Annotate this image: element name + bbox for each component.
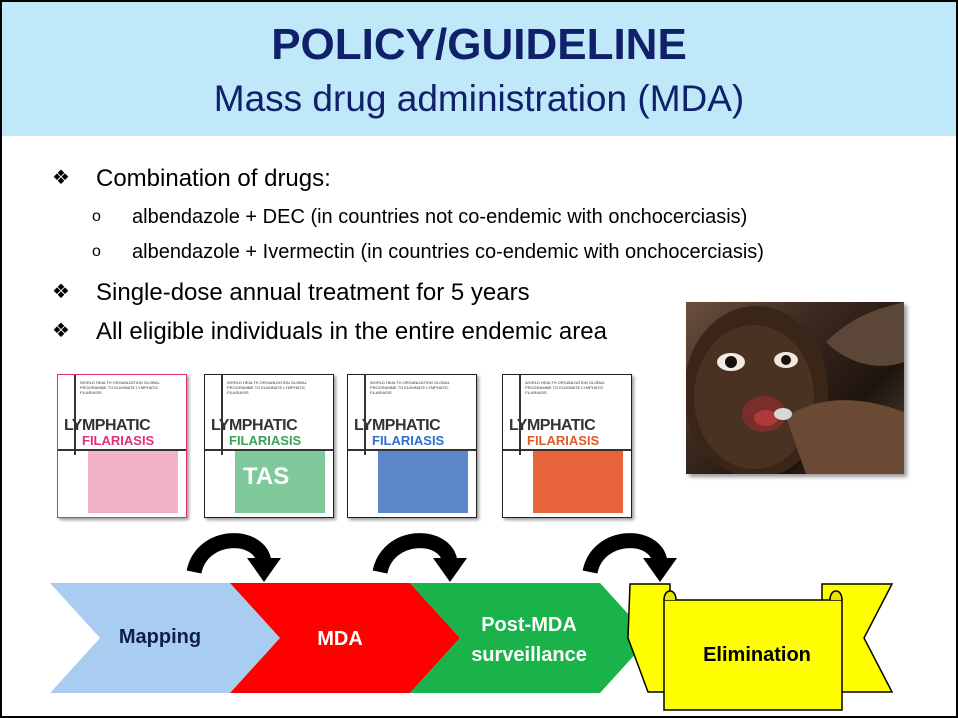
- book-divider: [74, 375, 76, 455]
- step-label-elimination: Elimination: [703, 644, 811, 666]
- curved-arrow-icon: [590, 541, 660, 572]
- book-divider: [503, 449, 631, 451]
- guideline-book-mda: [57, 374, 187, 518]
- book-title: LYMPHATIC: [354, 417, 441, 434]
- circle-bullet-icon: o: [92, 208, 101, 225]
- book-subtitle: FILARIASIS: [229, 433, 302, 448]
- diamond-bullet-icon: ❖: [52, 167, 70, 189]
- book-subtitle: FILARIASIS: [82, 433, 155, 448]
- book-title: LYMPHATIC: [211, 417, 298, 434]
- guideline-book-morbidity: [502, 374, 632, 518]
- header-band: [2, 2, 956, 136]
- curved-arrow-icon: [194, 541, 264, 572]
- bullet-text: Single-dose annual treatment for 5 years: [96, 279, 530, 306]
- book-subtitle: FILARIASIS: [372, 433, 445, 448]
- book-divider: [205, 449, 333, 451]
- step-label-mapping: Mapping: [118, 626, 202, 648]
- book-title: LYMPHATIC: [64, 417, 151, 434]
- book-subtitle: FILARIASIS: [527, 433, 600, 448]
- arrowhead-icon: [433, 558, 467, 582]
- book-badge: TAS: [243, 463, 290, 490]
- book-divider: [364, 375, 366, 455]
- arrowhead-icon: [247, 558, 281, 582]
- curved-arrow-icon: [380, 541, 450, 572]
- guideline-book-surveillance: [347, 374, 477, 518]
- book-divider: [519, 375, 521, 455]
- book-cover-panel: [88, 449, 178, 513]
- step-label-line: surveillance: [471, 644, 587, 666]
- page-subtitle: Mass drug administration (MDA): [213, 78, 745, 119]
- book-publisher-text: WORLD HEALTH ORGANIZATION GLOBAL PROGRAMME TO ELIMINATE LYMPHATIC FILARIASIS: [80, 380, 160, 395]
- diamond-bullet-icon: ❖: [52, 281, 70, 303]
- book-publisher-text: WORLD HEALTH ORGANIZATION GLOBAL PROGRAMME TO ELIMINATE LYMPHATIC FILARIASIS: [525, 380, 605, 395]
- sub-bullet-text: albendazole + DEC (in countries not co-endemic with onchocerciasis): [132, 206, 748, 228]
- book-title: LYMPHATIC: [509, 417, 596, 434]
- book-cover-panel: [378, 449, 468, 513]
- diamond-bullet-icon: ❖: [52, 320, 70, 342]
- bullet-text: All eligible individuals in the entire endemic area: [96, 318, 607, 345]
- book-divider: [58, 449, 186, 451]
- arrowhead-icon: [643, 558, 677, 582]
- book-cover-panel: [533, 449, 623, 513]
- bullet-text: Combination of drugs:: [96, 165, 331, 192]
- step-label-mda: MDA: [317, 628, 363, 650]
- child-receiving-tablet-photo: [686, 302, 904, 474]
- page-title: POLICY/GUIDELINE: [271, 20, 687, 69]
- book-publisher-text: WORLD HEALTH ORGANIZATION GLOBAL PROGRAMME TO ELIMINATE LYMPHATIC FILARIASIS: [370, 380, 450, 395]
- circle-bullet-icon: o: [92, 243, 101, 260]
- book-divider: [221, 375, 223, 455]
- book-divider: [348, 449, 476, 451]
- sub-bullet-text: albendazole + Ivermectin (in countries co-endemic with onchocerciasis): [132, 241, 764, 263]
- step-label-surveillance: [454, 610, 604, 670]
- book-publisher-text: WORLD HEALTH ORGANIZATION GLOBAL PROGRAMME TO ELIMINATE LYMPHATIC FILARIASIS: [227, 380, 307, 395]
- guideline-book-tas: [204, 374, 334, 518]
- step-label-line: Post-MDA: [481, 614, 577, 636]
